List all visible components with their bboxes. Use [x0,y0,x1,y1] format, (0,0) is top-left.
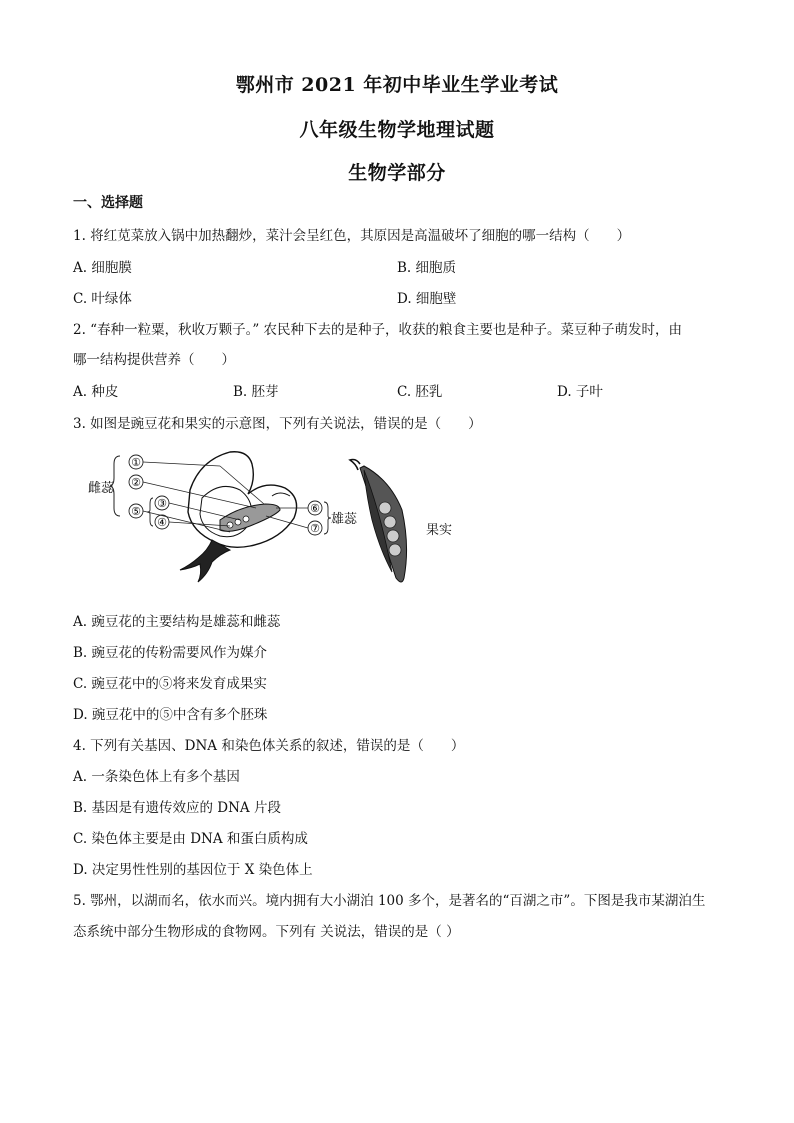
question-1-option-a: A. 细胞膜 [73,260,132,276]
question-1-option-d: D. 细胞壁 [397,291,457,307]
question-2-option-a: A. 种皮 [73,384,119,400]
question-1-option-c: C. 叶绿体 [73,291,132,307]
question-1-option-b: B. 细胞质 [397,260,457,276]
stamen-label: 雄蕊 [331,512,358,527]
label-6: ⑥ [310,502,320,515]
question-5-stem-line2: 态系统中部分生物形成的食物网。下列有 关说法，错误的是（ ） [73,924,460,940]
exam-part-title: 生物学部分 [348,162,446,184]
fruit-label: 果实 [426,523,453,538]
question-2-stem-line2: 哪一结构提供营养（ ） [73,352,235,368]
question-3-option-c: C. 豌豆花中的⑤将来发育成果实 [73,676,267,692]
question-2-option-c: C. 胚乳 [397,384,443,400]
question-3-option-b: B. 豌豆花的传粉需要风作为媒介 [73,645,268,661]
question-2-stem-line1: 2. “春种一粒粟，秋收万颗子。” 农民种下去的是种子，收获的粮食主要也是种子。菜豆种子萌发时，由 [73,322,683,338]
question-5-stem-line1: 5. 鄂州，以湖而名，依水而兴。境内拥有大小湖泊 100 多个，是著名的“百湖之市”。下图是我市某湖泊生 [73,893,706,909]
question-1-stem: 1. 将红苋菜放入锅中加热翻炒，菜汁会呈红色，其原因是高温破坏了细胞的哪一结构（ ） [73,228,631,244]
label-5: ⑤ [131,505,141,518]
question-3-option-d: D. 豌豆花中的⑤中含有多个胚珠 [73,707,268,723]
question-3-option-a: A. 豌豆花的主要结构是雄蕊和雌蕊 [73,614,281,630]
label-1: ① [131,456,141,469]
pistil-label: 雌蕊 [88,481,115,496]
question-4-option-b: B. 基因是有遗传效应的 DNA 片段 [73,800,281,816]
question-4-option-d: D. 决定男性性别的基因位于 X 染色体上 [73,862,313,878]
label-4: ④ [157,516,167,529]
label-7: ⑦ [310,522,320,535]
section-heading: 一、选择题 [73,195,143,211]
question-2-option-b: B. 胚芽 [233,384,279,400]
question-4-option-c: C. 染色体主要是由 DNA 和蛋白质构成 [73,831,308,847]
label-2: ② [131,476,141,489]
exam-title: 鄂州市 2021 年初中毕业生学业考试 [235,74,559,96]
question-2-option-d: D. 子叶 [557,384,603,400]
question-4-stem: 4. 下列有关基因、DNA 和染色体关系的叙述，错误的是（ ） [73,738,465,754]
question-4-option-a: A. 一条染色体上有多个基因 [73,769,240,785]
label-3: ③ [157,497,167,510]
question-3-stem: 3. 如图是豌豆花和果实的示意图，下列有关说法，错误的是（ ） [73,416,482,432]
pea-flower-fruit-figure [80,450,480,590]
exam-subtitle: 八年级生物学地理试题 [299,119,495,141]
